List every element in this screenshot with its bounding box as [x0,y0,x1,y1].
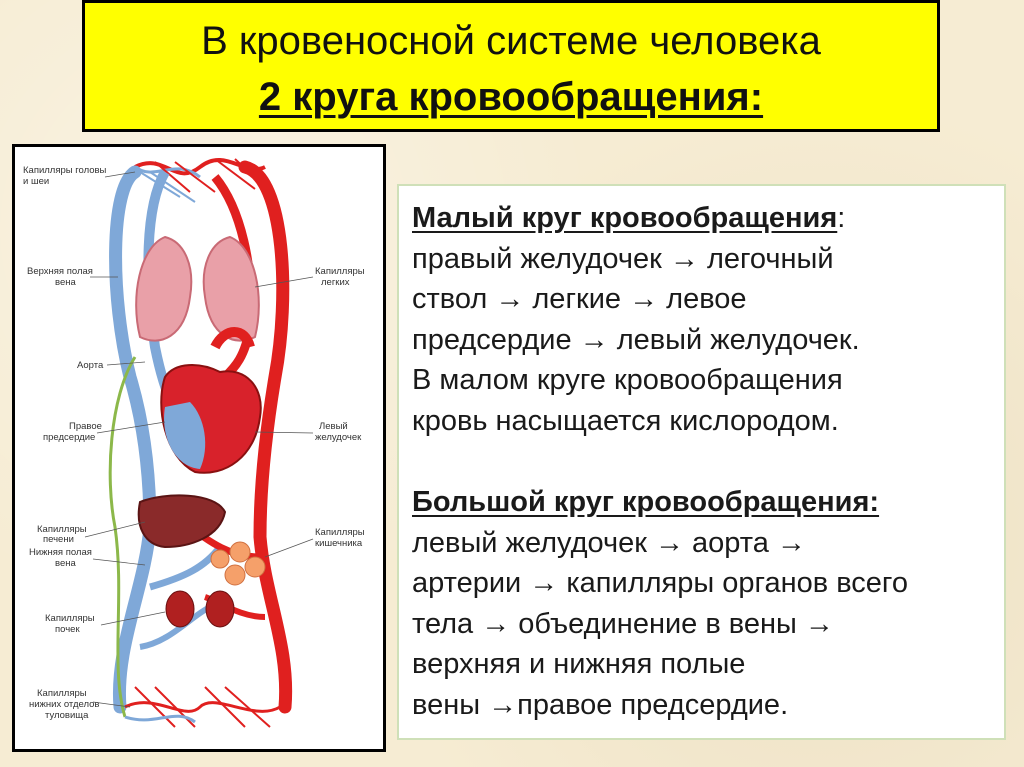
lower-capillaries [125,687,280,727]
lungs [136,237,259,341]
label-liver-capillaries-2: печени [43,534,74,545]
label-kidney-capillaries: Капилляры [45,613,95,624]
systemic-line: артерии → капилляры органов всего [412,567,908,599]
circulation-diagram [12,144,386,752]
pulmonary-line: кровь насыщается кислородом. [412,404,839,437]
pulmonary-line: предсердие → левый желудочек. [412,323,860,356]
systemic-line: верхняя и нижняя полые [412,648,746,680]
description-panel [397,184,1006,740]
label-lower-capillaries: Капилляры [37,688,87,699]
label-liver-capillaries: Капилляры [37,524,87,535]
title-banner [82,0,940,132]
label-lung-capillaries-2: легких [321,277,350,288]
pulmonary-line: В малом круге кровообращения [412,364,843,396]
label-intestine-capillaries-2: кишечника [315,538,363,549]
pulmonary-heading-colon: : [837,202,846,234]
label-superior-vena-cava: Верхняя полая [27,266,93,277]
section-spacer [412,441,1004,482]
kidneys [166,591,234,627]
systemic-heading-line [412,482,1004,523]
label-right-atrium-2: предсердие [43,432,96,443]
systemic-heading: Большой круг кровообращения: [412,486,880,518]
label-lower-capillaries-3: туловища [45,710,89,721]
label-left-ventricle: Левый [319,421,348,432]
label-head-capillaries-2: и шеи [23,176,50,187]
label-intestine-capillaries: Капилляры [315,527,365,538]
systemic-line: левый желудочек → аорта → [412,526,806,559]
pulmonary-line: правый желудочек → легочный [412,242,834,275]
label-left-ventricle-2: желудочек [315,432,362,443]
label-inferior-vena-cava-2: вена [55,558,76,569]
page-title: В кровеносной системе человека [201,19,821,63]
systemic-line: вены →правое предсердие. [412,688,789,721]
label-aorta: Аорта [77,360,104,371]
label-head-capillaries: Капилляры головы [23,165,107,176]
circulation-svg [15,147,383,749]
pulmonary-heading-line [412,198,1004,239]
pulmonary-heading: Малый круг кровообращения [412,202,838,234]
page-subtitle: 2 круга кровообращения: [258,75,764,119]
label-lung-capillaries: Капилляры [315,266,365,277]
pulmonary-line: ствол → легкие → левое [412,283,747,315]
systemic-line: тела → объединение в вены → [412,607,834,640]
label-lower-capillaries-2: нижних отделов [29,699,100,710]
label-right-atrium: Правое [69,421,102,432]
label-kidney-capillaries-2: почек [55,624,80,635]
label-inferior-vena-cava: Нижняя полая [29,547,92,558]
label-superior-vena-cava-2: вена [55,277,76,288]
